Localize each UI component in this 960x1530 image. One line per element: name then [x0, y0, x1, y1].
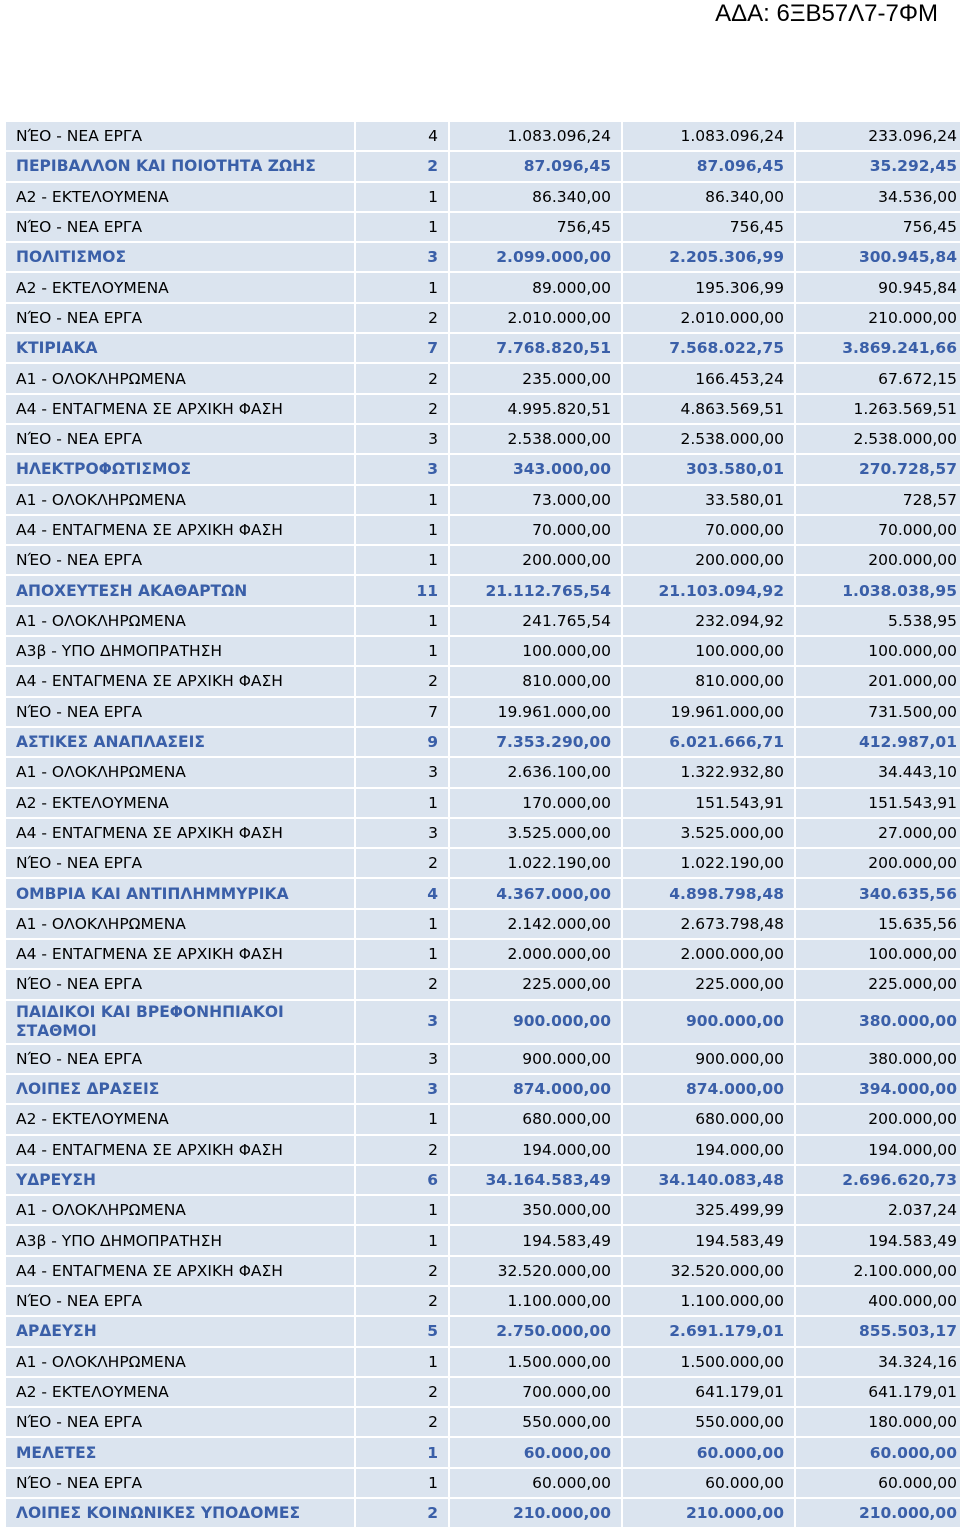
row-value-2-cell: 1.100.000,00	[623, 1287, 794, 1315]
row-value-2-cell: 2.691.179,01	[623, 1317, 794, 1345]
row-name-cell: ΜΕΛΕΤΕΣ	[6, 1438, 354, 1466]
row-value-1-cell: 3.525.000,00	[450, 819, 621, 847]
row-name-cell: Α3β - ΥΠΟ ΔΗΜΟΠΡΑΤΗΣΗ	[6, 637, 354, 665]
row-value-1-cell: 235.000,00	[450, 364, 621, 392]
row-count-cell: 2	[356, 1136, 448, 1164]
category-row	[6, 455, 960, 483]
projects-table-body	[6, 122, 960, 1527]
row-name-cell: ΛΟΙΠΕΣ ΔΡΑΣΕΙΣ	[6, 1075, 354, 1103]
row-name-cell: ΠΑΙΔΙΚΟΙ ΚΑΙ ΒΡΕΦΟΝΗΠΙΑΚΟΙ ΣΤΑΘΜΟΙ	[6, 1001, 354, 1043]
table-row	[6, 1196, 960, 1224]
row-name-cell: Α2 - ΕΚΤΕΛΟΥΜΕΝΑ	[6, 273, 354, 301]
row-value-3-cell: 100.000,00	[796, 637, 960, 665]
row-count-cell: 1	[356, 273, 448, 301]
row-count-cell: 2	[356, 1257, 448, 1285]
row-value-2-cell: 1.083.096,24	[623, 122, 794, 150]
row-name-cell: ΝΈΟ - ΝΕΑ ΕΡΓΑ	[6, 698, 354, 726]
row-count-cell: 7	[356, 334, 448, 362]
row-count-cell: 1	[356, 213, 448, 241]
row-count-cell: 1	[356, 1226, 448, 1254]
row-count-cell: 4	[356, 122, 448, 150]
row-count-cell: 3	[356, 1001, 448, 1043]
row-value-1-cell: 32.520.000,00	[450, 1257, 621, 1285]
row-name-cell: ΝΈΟ - ΝΕΑ ΕΡΓΑ	[6, 849, 354, 877]
row-value-3-cell: 194.583,49	[796, 1226, 960, 1254]
row-value-3-cell: 5.538,95	[796, 607, 960, 635]
row-value-1-cell: 700.000,00	[450, 1378, 621, 1406]
row-value-1-cell: 1.083.096,24	[450, 122, 621, 150]
row-value-2-cell: 33.580,01	[623, 486, 794, 514]
row-value-3-cell: 731.500,00	[796, 698, 960, 726]
table-row	[6, 1136, 960, 1164]
table-row	[6, 698, 960, 726]
row-value-2-cell: 1.322.932,80	[623, 758, 794, 786]
row-value-2-cell: 195.306,99	[623, 273, 794, 301]
row-value-2-cell: 60.000,00	[623, 1469, 794, 1497]
row-value-1-cell: 343.000,00	[450, 455, 621, 483]
row-value-2-cell: 225.000,00	[623, 970, 794, 998]
row-value-2-cell: 32.520.000,00	[623, 1257, 794, 1285]
row-name-cell: Α2 - ΕΚΤΕΛΟΥΜΕΝΑ	[6, 183, 354, 211]
row-value-3-cell: 641.179,01	[796, 1378, 960, 1406]
row-value-2-cell: 550.000,00	[623, 1408, 794, 1436]
row-name-cell: Α1 - ΟΛΟΚΛΗΡΩΜΕΝΑ	[6, 364, 354, 392]
table-row	[6, 1408, 960, 1436]
row-count-cell: 2	[356, 152, 448, 180]
row-value-2-cell: 194.000,00	[623, 1136, 794, 1164]
row-name-cell: ΑΠΟΧΕΥΤΕΣΗ ΑΚΑΘΑΡΤΩΝ	[6, 576, 354, 604]
row-value-3-cell: 27.000,00	[796, 819, 960, 847]
row-value-1-cell: 2.010.000,00	[450, 304, 621, 332]
row-count-cell: 1	[356, 789, 448, 817]
row-value-3-cell: 1.263.569,51	[796, 395, 960, 423]
row-name-cell: ΠΟΛΙΤΙΣΜΟΣ	[6, 243, 354, 271]
row-value-3-cell: 400.000,00	[796, 1287, 960, 1315]
row-value-3-cell: 70.000,00	[796, 516, 960, 544]
row-count-cell: 9	[356, 728, 448, 756]
row-value-2-cell: 2.673.798,48	[623, 910, 794, 938]
row-count-cell: 1	[356, 940, 448, 968]
table-row	[6, 1105, 960, 1133]
row-name-cell: Α4 - ΕΝΤΑΓΜΕΝΑ ΣΕ ΑΡΧΙΚΗ ΦΑΣΗ	[6, 667, 354, 695]
row-value-1-cell: 756,45	[450, 213, 621, 241]
row-name-cell: Α4 - ΕΝΤΑΓΜΕΝΑ ΣΕ ΑΡΧΙΚΗ ΦΑΣΗ	[6, 516, 354, 544]
table-row	[6, 1257, 960, 1285]
row-value-1-cell: 810.000,00	[450, 667, 621, 695]
row-value-3-cell: 15.635,56	[796, 910, 960, 938]
row-value-2-cell: 641.179,01	[623, 1378, 794, 1406]
row-value-3-cell: 233.096,24	[796, 122, 960, 150]
row-count-cell: 3	[356, 819, 448, 847]
row-value-1-cell: 200.000,00	[450, 546, 621, 574]
projects-table	[4, 120, 960, 1529]
row-value-2-cell: 6.021.666,71	[623, 728, 794, 756]
row-value-1-cell: 2.750.000,00	[450, 1317, 621, 1345]
row-value-3-cell: 2.538.000,00	[796, 425, 960, 453]
row-value-3-cell: 200.000,00	[796, 1105, 960, 1133]
row-value-2-cell: 21.103.094,92	[623, 576, 794, 604]
row-value-1-cell: 680.000,00	[450, 1105, 621, 1133]
row-value-3-cell: 34.536,00	[796, 183, 960, 211]
row-value-2-cell: 19.961.000,00	[623, 698, 794, 726]
row-value-3-cell: 3.869.241,66	[796, 334, 960, 362]
row-value-2-cell: 680.000,00	[623, 1105, 794, 1133]
table-row	[6, 970, 960, 998]
row-value-1-cell: 4.995.820,51	[450, 395, 621, 423]
row-count-cell: 6	[356, 1166, 448, 1194]
row-value-1-cell: 60.000,00	[450, 1469, 621, 1497]
category-row	[6, 576, 960, 604]
row-count-cell: 7	[356, 698, 448, 726]
row-count-cell: 2	[356, 364, 448, 392]
row-value-2-cell: 34.140.083,48	[623, 1166, 794, 1194]
row-value-1-cell: 194.583,49	[450, 1226, 621, 1254]
row-value-2-cell: 100.000,00	[623, 637, 794, 665]
row-value-1-cell: 550.000,00	[450, 1408, 621, 1436]
table-row	[6, 667, 960, 695]
row-name-cell: Α1 - ΟΛΟΚΛΗΡΩΜΕΝΑ	[6, 486, 354, 514]
table-row	[6, 425, 960, 453]
row-value-2-cell: 210.000,00	[623, 1499, 794, 1527]
row-count-cell: 1	[356, 1469, 448, 1497]
row-count-cell: 5	[356, 1317, 448, 1345]
row-value-1-cell: 900.000,00	[450, 1001, 621, 1043]
row-name-cell: Α3β - ΥΠΟ ΔΗΜΟΠΡΑΤΗΣΗ	[6, 1226, 354, 1254]
row-value-1-cell: 2.099.000,00	[450, 243, 621, 271]
row-count-cell: 3	[356, 1075, 448, 1103]
row-value-2-cell: 900.000,00	[623, 1001, 794, 1043]
row-value-2-cell: 874.000,00	[623, 1075, 794, 1103]
row-name-cell: ΝΈΟ - ΝΕΑ ΕΡΓΑ	[6, 425, 354, 453]
row-value-1-cell: 87.096,45	[450, 152, 621, 180]
table-row	[6, 183, 960, 211]
row-count-cell: 2	[356, 1408, 448, 1436]
category-row	[6, 334, 960, 362]
row-value-3-cell: 200.000,00	[796, 849, 960, 877]
row-value-2-cell: 86.340,00	[623, 183, 794, 211]
row-value-2-cell: 60.000,00	[623, 1438, 794, 1466]
row-count-cell: 1	[356, 1438, 448, 1466]
row-value-3-cell: 200.000,00	[796, 546, 960, 574]
table-row	[6, 1045, 960, 1073]
row-name-cell: ΠΕΡΙΒΑΛΛΟΝ ΚΑΙ ΠΟΙΟΤΗΤΑ ΖΩΗΣ	[6, 152, 354, 180]
row-value-2-cell: 232.094,92	[623, 607, 794, 635]
row-name-cell: ΑΡΔΕΥΣΗ	[6, 1317, 354, 1345]
row-value-1-cell: 7.768.820,51	[450, 334, 621, 362]
row-count-cell: 1	[356, 607, 448, 635]
row-value-2-cell: 4.898.798,48	[623, 879, 794, 907]
row-count-cell: 2	[356, 1499, 448, 1527]
row-value-1-cell: 100.000,00	[450, 637, 621, 665]
row-value-1-cell: 34.164.583,49	[450, 1166, 621, 1194]
row-name-cell: ΑΣΤΙΚΕΣ ΑΝΑΠΛΑΣΕΙΣ	[6, 728, 354, 756]
row-name-cell: ΥΔΡΕΥΣΗ	[6, 1166, 354, 1194]
row-count-cell: 2	[356, 395, 448, 423]
row-value-3-cell: 380.000,00	[796, 1045, 960, 1073]
table-row	[6, 546, 960, 574]
row-name-cell: Α1 - ΟΛΟΚΛΗΡΩΜΕΝΑ	[6, 758, 354, 786]
table-row	[6, 1287, 960, 1315]
row-count-cell: 2	[356, 1287, 448, 1315]
row-name-cell: ΝΈΟ - ΝΕΑ ΕΡΓΑ	[6, 1045, 354, 1073]
row-value-1-cell: 7.353.290,00	[450, 728, 621, 756]
row-value-3-cell: 35.292,45	[796, 152, 960, 180]
row-value-3-cell: 151.543,91	[796, 789, 960, 817]
row-value-3-cell: 340.635,56	[796, 879, 960, 907]
category-row	[6, 1317, 960, 1345]
row-value-1-cell: 1.100.000,00	[450, 1287, 621, 1315]
row-value-3-cell: 412.987,01	[796, 728, 960, 756]
row-count-cell: 1	[356, 1196, 448, 1224]
table-row	[6, 910, 960, 938]
row-count-cell: 1	[356, 910, 448, 938]
row-value-1-cell: 70.000,00	[450, 516, 621, 544]
row-value-3-cell: 210.000,00	[796, 1499, 960, 1527]
row-count-cell: 11	[356, 576, 448, 604]
row-value-1-cell: 900.000,00	[450, 1045, 621, 1073]
row-value-3-cell: 180.000,00	[796, 1408, 960, 1436]
row-value-2-cell: 810.000,00	[623, 667, 794, 695]
row-value-3-cell: 194.000,00	[796, 1136, 960, 1164]
row-name-cell: ΝΈΟ - ΝΕΑ ΕΡΓΑ	[6, 546, 354, 574]
row-value-2-cell: 70.000,00	[623, 516, 794, 544]
row-value-3-cell: 1.038.038,95	[796, 576, 960, 604]
row-count-cell: 3	[356, 1045, 448, 1073]
row-value-3-cell: 90.945,84	[796, 273, 960, 301]
row-name-cell: ΝΈΟ - ΝΕΑ ΕΡΓΑ	[6, 1287, 354, 1315]
row-value-3-cell: 728,57	[796, 486, 960, 514]
table-row	[6, 819, 960, 847]
row-value-1-cell: 2.538.000,00	[450, 425, 621, 453]
row-value-1-cell: 350.000,00	[450, 1196, 621, 1224]
row-value-1-cell: 4.367.000,00	[450, 879, 621, 907]
row-count-cell: 2	[356, 667, 448, 695]
row-count-cell: 1	[356, 1348, 448, 1376]
row-value-3-cell: 34.324,16	[796, 1348, 960, 1376]
table-row	[6, 849, 960, 877]
row-value-1-cell: 89.000,00	[450, 273, 621, 301]
table-row	[6, 637, 960, 665]
row-name-cell: Α4 - ΕΝΤΑΓΜΕΝΑ ΣΕ ΑΡΧΙΚΗ ΦΑΣΗ	[6, 1257, 354, 1285]
category-row	[6, 1001, 960, 1043]
row-count-cell: 1	[356, 1105, 448, 1133]
row-value-2-cell: 756,45	[623, 213, 794, 241]
row-count-cell: 1	[356, 183, 448, 211]
row-name-cell: ΗΛΕΚΤΡΟΦΩΤΙΣΜΟΣ	[6, 455, 354, 483]
row-value-2-cell: 2.205.306,99	[623, 243, 794, 271]
row-value-1-cell: 73.000,00	[450, 486, 621, 514]
row-value-3-cell: 300.945,84	[796, 243, 960, 271]
row-count-cell: 1	[356, 516, 448, 544]
row-count-cell: 2	[356, 1378, 448, 1406]
row-value-2-cell: 166.453,24	[623, 364, 794, 392]
row-name-cell: ΚΤΙΡΙΑΚΑ	[6, 334, 354, 362]
row-name-cell: ΝΈΟ - ΝΕΑ ΕΡΓΑ	[6, 970, 354, 998]
row-value-3-cell: 34.443,10	[796, 758, 960, 786]
table-row	[6, 1378, 960, 1406]
row-name-cell: ΝΈΟ - ΝΕΑ ΕΡΓΑ	[6, 122, 354, 150]
row-value-2-cell: 194.583,49	[623, 1226, 794, 1254]
row-value-2-cell: 2.010.000,00	[623, 304, 794, 332]
table-row	[6, 1226, 960, 1254]
table-row	[6, 213, 960, 241]
row-name-cell: ΝΈΟ - ΝΕΑ ΕΡΓΑ	[6, 1469, 354, 1497]
row-value-1-cell: 241.765,54	[450, 607, 621, 635]
row-value-3-cell: 67.672,15	[796, 364, 960, 392]
row-count-cell: 4	[356, 879, 448, 907]
category-row	[6, 1075, 960, 1103]
row-value-3-cell: 270.728,57	[796, 455, 960, 483]
row-name-cell: Α2 - ΕΚΤΕΛΟΥΜΕΝΑ	[6, 789, 354, 817]
row-name-cell: ΝΈΟ - ΝΕΑ ΕΡΓΑ	[6, 304, 354, 332]
row-value-1-cell: 210.000,00	[450, 1499, 621, 1527]
row-name-cell: Α4 - ΕΝΤΑΓΜΕΝΑ ΣΕ ΑΡΧΙΚΗ ΦΑΣΗ	[6, 395, 354, 423]
row-value-2-cell: 3.525.000,00	[623, 819, 794, 847]
row-value-3-cell: 855.503,17	[796, 1317, 960, 1345]
table-row	[6, 940, 960, 968]
row-value-1-cell: 1.022.190,00	[450, 849, 621, 877]
category-row	[6, 728, 960, 756]
row-value-2-cell: 87.096,45	[623, 152, 794, 180]
row-value-2-cell: 900.000,00	[623, 1045, 794, 1073]
row-value-2-cell: 2.000.000,00	[623, 940, 794, 968]
table-row	[6, 607, 960, 635]
row-value-1-cell: 60.000,00	[450, 1438, 621, 1466]
row-name-cell: ΛΟΙΠΕΣ ΚΟΙΝΩΝΙΚΕΣ ΥΠΟΔΟΜΕΣ	[6, 1499, 354, 1527]
table-row	[6, 758, 960, 786]
row-value-3-cell: 201.000,00	[796, 667, 960, 695]
category-row	[6, 879, 960, 907]
table-row	[6, 516, 960, 544]
row-count-cell: 3	[356, 243, 448, 271]
row-count-cell: 1	[356, 546, 448, 574]
table-row	[6, 364, 960, 392]
category-row	[6, 1166, 960, 1194]
row-value-1-cell: 2.636.100,00	[450, 758, 621, 786]
row-value-1-cell: 2.142.000,00	[450, 910, 621, 938]
row-value-2-cell: 7.568.022,75	[623, 334, 794, 362]
category-row	[6, 1438, 960, 1466]
row-value-3-cell: 380.000,00	[796, 1001, 960, 1043]
table-row	[6, 122, 960, 150]
row-value-2-cell: 325.499,99	[623, 1196, 794, 1224]
row-name-cell: Α2 - ΕΚΤΕΛΟΥΜΕΝΑ	[6, 1378, 354, 1406]
row-name-cell: Α2 - ΕΚΤΕΛΟΥΜΕΝΑ	[6, 1105, 354, 1133]
row-value-2-cell: 200.000,00	[623, 546, 794, 574]
row-value-2-cell: 303.580,01	[623, 455, 794, 483]
row-value-1-cell: 86.340,00	[450, 183, 621, 211]
row-name-cell: Α1 - ΟΛΟΚΛΗΡΩΜΕΝΑ	[6, 910, 354, 938]
row-value-3-cell: 756,45	[796, 213, 960, 241]
row-value-1-cell: 21.112.765,54	[450, 576, 621, 604]
row-count-cell: 1	[356, 486, 448, 514]
row-value-3-cell: 210.000,00	[796, 304, 960, 332]
row-value-2-cell: 1.022.190,00	[623, 849, 794, 877]
table-row	[6, 1348, 960, 1376]
row-value-3-cell: 2.696.620,73	[796, 1166, 960, 1194]
row-value-2-cell: 151.543,91	[623, 789, 794, 817]
row-value-3-cell: 60.000,00	[796, 1469, 960, 1497]
row-count-cell: 3	[356, 455, 448, 483]
category-row	[6, 152, 960, 180]
table-row	[6, 486, 960, 514]
row-name-cell: Α4 - ΕΝΤΑΓΜΕΝΑ ΣΕ ΑΡΧΙΚΗ ΦΑΣΗ	[6, 819, 354, 847]
category-row	[6, 243, 960, 271]
row-value-1-cell: 170.000,00	[450, 789, 621, 817]
row-name-cell: Α4 - ΕΝΤΑΓΜΕΝΑ ΣΕ ΑΡΧΙΚΗ ΦΑΣΗ	[6, 1136, 354, 1164]
table-row	[6, 789, 960, 817]
row-name-cell: ΝΈΟ - ΝΕΑ ΕΡΓΑ	[6, 213, 354, 241]
row-name-cell: Α1 - ΟΛΟΚΛΗΡΩΜΕΝΑ	[6, 607, 354, 635]
row-value-3-cell: 100.000,00	[796, 940, 960, 968]
table-row	[6, 304, 960, 332]
row-name-cell: Α4 - ΕΝΤΑΓΜΕΝΑ ΣΕ ΑΡΧΙΚΗ ΦΑΣΗ	[6, 940, 354, 968]
row-value-1-cell: 874.000,00	[450, 1075, 621, 1103]
row-name-cell: Α1 - ΟΛΟΚΛΗΡΩΜΕΝΑ	[6, 1348, 354, 1376]
row-value-1-cell: 194.000,00	[450, 1136, 621, 1164]
row-value-3-cell: 225.000,00	[796, 970, 960, 998]
ada-code: ΑΔΑ: 6ΞΒ57Λ7-7ΦΜ	[715, 0, 938, 27]
row-value-3-cell: 2.037,24	[796, 1196, 960, 1224]
row-count-cell: 3	[356, 758, 448, 786]
row-value-3-cell: 394.000,00	[796, 1075, 960, 1103]
row-value-3-cell: 60.000,00	[796, 1438, 960, 1466]
row-count-cell: 2	[356, 849, 448, 877]
row-count-cell: 1	[356, 637, 448, 665]
row-name-cell: ΟΜΒΡΙΑ ΚΑΙ ΑΝΤΙΠΛΗΜΜΥΡΙΚΑ	[6, 879, 354, 907]
row-value-2-cell: 2.538.000,00	[623, 425, 794, 453]
row-value-1-cell: 2.000.000,00	[450, 940, 621, 968]
table-row	[6, 1469, 960, 1497]
row-count-cell: 2	[356, 304, 448, 332]
row-name-cell: Α1 - ΟΛΟΚΛΗΡΩΜΕΝΑ	[6, 1196, 354, 1224]
row-count-cell: 2	[356, 970, 448, 998]
row-count-cell: 3	[356, 425, 448, 453]
row-value-1-cell: 225.000,00	[450, 970, 621, 998]
row-name-cell: ΝΈΟ - ΝΕΑ ΕΡΓΑ	[6, 1408, 354, 1436]
row-value-1-cell: 19.961.000,00	[450, 698, 621, 726]
category-row	[6, 1499, 960, 1527]
row-value-3-cell: 2.100.000,00	[796, 1257, 960, 1285]
row-value-1-cell: 1.500.000,00	[450, 1348, 621, 1376]
row-value-2-cell: 4.863.569,51	[623, 395, 794, 423]
row-value-2-cell: 1.500.000,00	[623, 1348, 794, 1376]
table-row	[6, 273, 960, 301]
table-row	[6, 395, 960, 423]
